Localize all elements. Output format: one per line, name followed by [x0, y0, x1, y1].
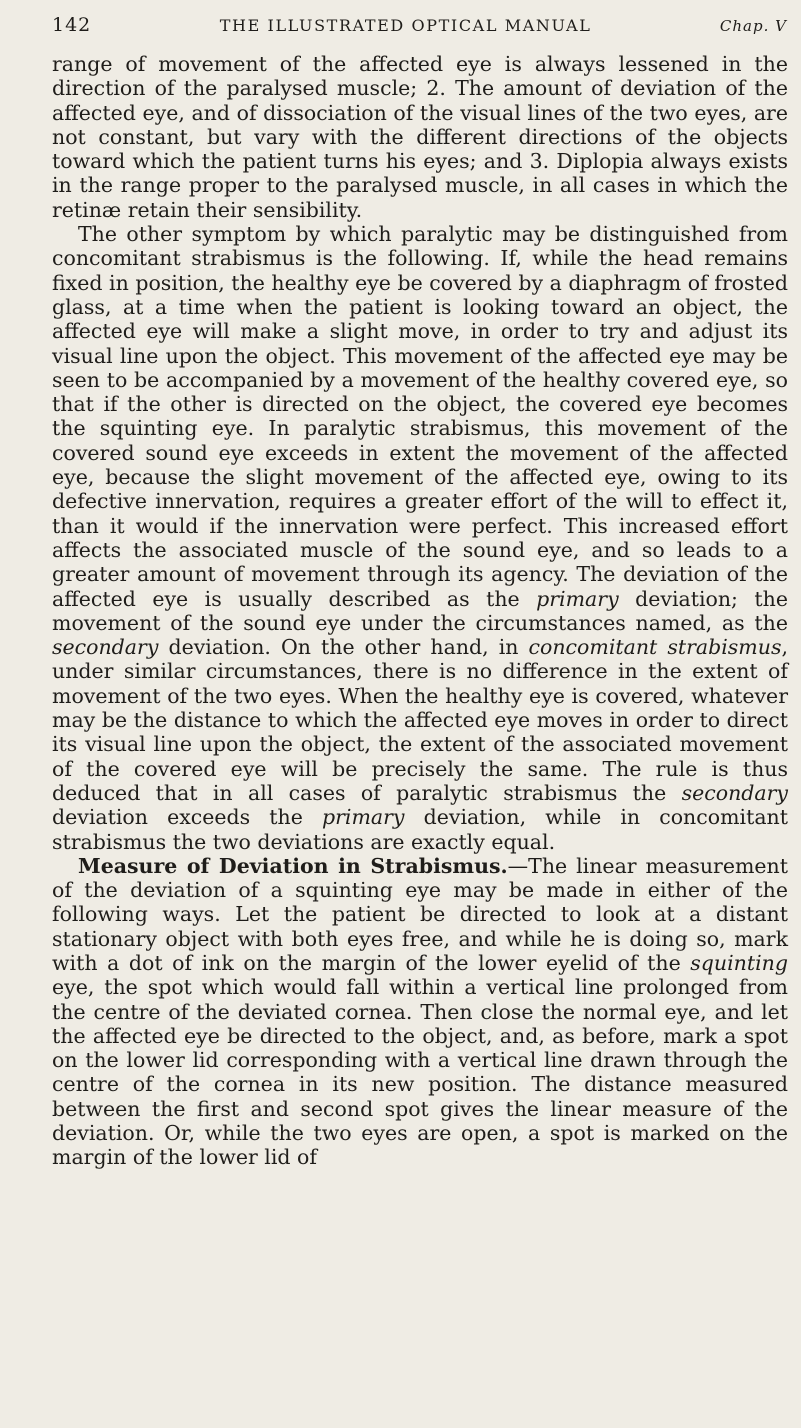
text-run: eye, the spot which would fall within a vertical line prolonged from the centre of the deviated cornea. Then close the normal eye, and let the affected eye be directed to the object, and, as before, mark a spot on the lower lid corresponding with a vertical line drawn through the centre of the cornea in its new position. The distance measured between the first and second spot gives the linear measure of the deviation. Or, while the two eyes are open, a spot is marked on the margin of the lower lid of	[52, 975, 788, 1170]
text-run: deviation, while in concomitant strabismus the two deviations are exactly equal.	[52, 805, 788, 854]
italic-term: secondary	[52, 635, 159, 660]
italic-term: primary	[536, 586, 619, 611]
paragraph-measure-of-deviation	[52, 854, 788, 1170]
body-text	[52, 52, 788, 1170]
text-run: deviation; the movement of the sound eye under the circumstances named, as the	[52, 586, 788, 635]
text-run: , under similar circumstances, there is no difference in the extent of movement of the two eyes. When the healthy eye is covered, whatever may be the distance to which the affected eye moves in order to direct its visual line upon the object, the extent of the associated movement of the covered eye will be precisely the same. The rule is thus deduced that in all cases of paralytic strabismus the	[52, 635, 788, 805]
text-run: range of movement of the affected eye is always lessened in the direction of the paralysed muscle; 2. The amount of deviation of the affected eye, and of dissociation of the visual lines of the two eyes, are not constant, but vary with the different directions of the objects toward which the patient turns his eyes; and 3. Diplopia always exists in the range proper to the paralysed muscle, in all cases in which the retinæ retain their sensibility.	[52, 52, 788, 222]
text-run: The other symptom by which paralytic may be distinguished from concomitant strabismus is the following. If, while the head remains fixed in position, the healthy eye be covered by a diaphragm of frosted glass, at a time when the patient is looking toward an object, the affected eye will make a slight move, in order to try and adjust its visual line upon the object. This movement of the affected eye may be seen to be accompanied by a movement of the healthy covered eye, so that if the other is directed on the object, the covered eye becomes the squinting eye. In paralytic strabismus, this movement of the covered sound eye exceeds in extent the movement of the affected eye, because the slight movement of the affected eye, owing to its defective innervation, requires a greater effort of the will to effect it, than it would if the innervation were perfect. This increased effort affects the associated muscle of the sound eye, and so leads to a greater amount of movement through its agency. The deviation of the affected eye is usually described as the	[52, 222, 788, 611]
paragraph-continued	[52, 52, 788, 222]
italic-term: concomitant strabismus	[528, 635, 782, 660]
text-run: deviation exceeds the	[52, 805, 322, 830]
chapter-label: Chap. V	[719, 17, 787, 35]
running-header	[52, 14, 787, 36]
paragraph-paralytic-symptom	[52, 222, 788, 854]
italic-term: secondary	[681, 780, 788, 805]
text-run: —The linear measurement of the deviation of a squinting eye may be made in either of the following ways. Let the patient be directed to look at a distant stationary object with both eyes free, and while he is doing so, mark with a dot of ink on the margin of the lower eyelid of the	[52, 853, 788, 975]
section-heading: Measure of Deviation in Strabismus.	[78, 853, 508, 878]
italic-term: primary	[321, 805, 405, 830]
italic-term: squinting	[690, 950, 788, 975]
page-number: 142	[52, 14, 92, 36]
text-run: deviation. On the other hand, in	[158, 635, 529, 660]
running-title: THE ILLUSTRATED OPTICAL MANUAL	[219, 16, 592, 35]
